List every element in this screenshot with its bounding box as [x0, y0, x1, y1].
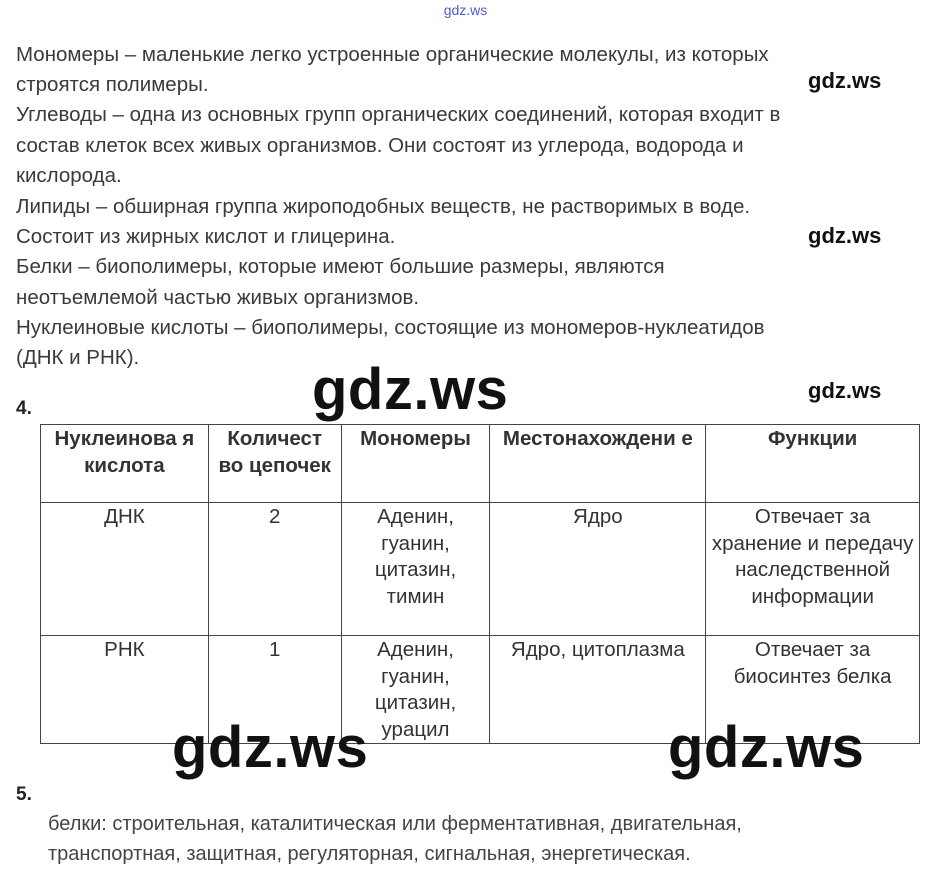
- cell-monomers: Аденин, гуанин, цитазин, тимин: [341, 503, 490, 636]
- definition-nucleic-line-2: (ДНК и РНК).: [16, 346, 140, 369]
- task5-line-2: транспортная, защитная, регуляторная, сигнальная, энергетическая.: [48, 843, 691, 865]
- watermark-large-right: gdz.ws: [668, 715, 865, 780]
- watermark-right-1: gdz.ws: [808, 68, 882, 93]
- watermark-right-2: gdz.ws: [808, 223, 882, 248]
- definition-proteins-line-2: неотъемлемой частью живых организмов.: [16, 286, 420, 309]
- cell-functions: Отвечает за хранение и передачу наследственной информации: [706, 503, 920, 636]
- table-row: [41, 503, 920, 636]
- cell-monomers: Аденин, гуанин, цитазин, урацил: [341, 636, 490, 744]
- cell-name: РНК: [41, 636, 209, 744]
- nucleic-acids-table: [40, 424, 920, 744]
- definition-lipids-line-1: Липиды – обширная группа жироподобных веществ, не растворимых в воде.: [16, 195, 751, 218]
- watermark-large-left: gdz.ws: [172, 715, 369, 780]
- definition-lipids-line-2: Состоит из жирных кислот и глицерина.: [16, 225, 396, 248]
- cell-location: Ядро: [490, 503, 706, 636]
- watermark-large-center: gdz.ws: [312, 357, 509, 422]
- header-nucleic-acid: Нуклеинова я кислота: [41, 425, 209, 503]
- cell-functions: Отвечает за биосинтез белка: [706, 636, 920, 744]
- header-location: Местонахождени е: [490, 425, 706, 503]
- cell-name: ДНК: [41, 503, 209, 636]
- definition-monomers-line-1: Мономеры – маленькие легко устроенные органические молекулы, из которых: [16, 43, 769, 66]
- definition-proteins-line-1: Белки – биополимеры, которые имеют большие размеры, являются: [16, 255, 665, 278]
- cell-location: Ядро, цитоплазма: [490, 636, 706, 744]
- header-monomers: Мономеры: [341, 425, 490, 503]
- watermark-right-3: gdz.ws: [808, 378, 882, 403]
- cell-chains: 2: [208, 503, 341, 636]
- definition-carbs-line-3: кислорода.: [16, 164, 122, 187]
- header-chain-count: Количест во цепочек: [208, 425, 341, 503]
- definition-nucleic-line-1: Нуклеиновые кислоты – биополимеры, состоящие из мономеров-нуклеатидов: [16, 316, 765, 339]
- cell-chains: 1: [208, 636, 341, 744]
- definition-carbs-line-2: состав клеток всех живых организмов. Они состоят из углерода, водорода и: [16, 134, 744, 157]
- header-functions: Функции: [706, 425, 920, 503]
- definition-carbs-line-1: Углеводы – одна из основных групп органических соединений, которая входит в: [16, 103, 781, 126]
- task-number-5: 5.: [16, 784, 32, 805]
- definition-monomers-line-2: строятся полимеры.: [16, 73, 209, 96]
- task5-line-1: белки: строительная, каталитическая или ферментативная, двигательная,: [48, 813, 742, 835]
- task-number-4: 4.: [16, 398, 32, 419]
- watermark-top: gdz.ws: [443, 2, 488, 18]
- table-header-row: [41, 425, 920, 503]
